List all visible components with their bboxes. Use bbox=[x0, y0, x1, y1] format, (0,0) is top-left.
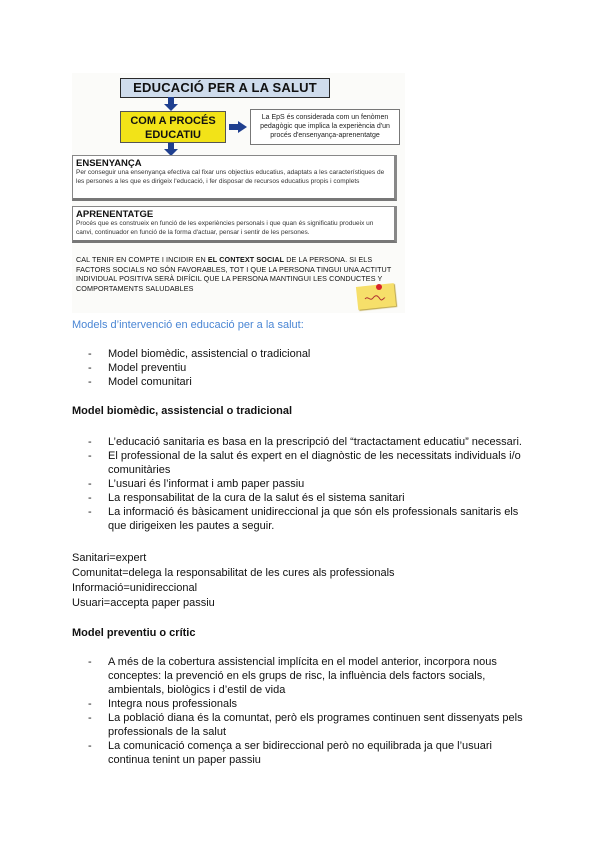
note-prefix: CAL TENIR EN COMPTE I INCIDIR EN bbox=[76, 255, 208, 264]
biomedic-list bbox=[88, 435, 533, 533]
ensenyanca-box bbox=[72, 155, 397, 201]
list-item: - La responsabilitat de la cura de la salut és el sistema sanitari bbox=[88, 491, 533, 505]
process-box bbox=[120, 111, 226, 143]
ensenyanca-title: ENSENYANÇA bbox=[76, 158, 142, 169]
aprenentatge-box bbox=[72, 206, 397, 243]
aprenentatge-title: APRENENTATGE bbox=[76, 209, 154, 220]
scribble-icon bbox=[364, 293, 386, 303]
ensenyanca-text: Per conseguir una ensenyança efectiva cal fixar uns objectius educatius, adaptats a les característiques de les persones a les que es dirigeix l'educació, i fer disposar de recursos educatius propis i complets bbox=[76, 169, 385, 185]
aprenentatge-text: Procés que es construeix en funció de les experiències personals i que quan és significatiu produeix un canvi, continuador en funció de la forma d'actuar, pensar i sentir de les persones. bbox=[76, 220, 374, 236]
list-item: - La població diana és la comuntat, però els programes continuen sent dissenyats pels professionals de la salut bbox=[88, 711, 533, 739]
process-line2: EDUCATIU bbox=[144, 129, 201, 141]
list-item: - La informació és bàsicament unidireccional ja que són els professionals sanitaris els que dirigeixen les pautes a seguir. bbox=[88, 505, 533, 533]
list-item: - Model biomèdic, assistencial o tradicional bbox=[88, 347, 533, 361]
list-item: - Model preventiu bbox=[88, 361, 533, 375]
list-item: - A més de la cobertura assistencial implícita en el model anterior, incorpora nous conceptes: la prevenció en els grups de risc, la influència dels factors socials, ambientals, biològics i d’estil de vida bbox=[88, 655, 533, 697]
note-rest: DE LA PERSONA. SI ELS FACTORS SOCIALS NO SÓN FAVORABLES, TOT I QUE LA PERSONA TINGUI UNA ACTITUT INDIVIDUAL POSITIVA SERÀ DIFÍCIL QUE LA PERSONA MANTINGUI LES CONDUCTES Y COMPORTAMENTS SALUDABLES bbox=[76, 255, 392, 293]
social-context-note bbox=[76, 255, 394, 293]
list-item: - El professional de la salut és expert en el diagnòstic de les necessitats individuals i/o comunitàries bbox=[88, 449, 533, 477]
list-item: - L’educació sanitaria es basa en la prescripció del “tractactament educatiu” necessari. bbox=[88, 435, 533, 449]
arrow-down-icon bbox=[164, 97, 178, 111]
arrow-right-icon bbox=[229, 121, 247, 133]
list-item: - Integra nous professionals bbox=[88, 697, 533, 711]
list-item: - Model comunitari bbox=[88, 375, 533, 389]
list-item: - L’usuari és l’informat i amb paper passiu bbox=[88, 477, 533, 491]
summary-line: Usuari=accepta paper passiu bbox=[72, 597, 215, 609]
list-item: - La comunicació comença a ser bidireccional però no equilibrada ja que l’usuari continua tenint un paper passiu bbox=[88, 739, 533, 767]
section-heading-biomedic: Model biomèdic, assistencial o tradicional bbox=[72, 405, 293, 417]
section-heading-preventiu: Model preventiu o crític bbox=[72, 627, 196, 639]
summary-line: Sanitari=expert bbox=[72, 552, 147, 564]
eps-diagram bbox=[72, 73, 405, 313]
note-bold: EL CONTEXT SOCIAL bbox=[207, 255, 285, 264]
pushpin-icon bbox=[376, 284, 382, 290]
summary-line: Informació=unidireccional bbox=[72, 582, 198, 594]
models-list bbox=[88, 347, 533, 389]
intro-text: Models d’intervenció en educació per a la salut: bbox=[72, 319, 304, 331]
preventiu-list bbox=[88, 655, 533, 767]
process-line1: COM A PROCÉS bbox=[130, 115, 216, 127]
summary-line: Comunitat=delega la responsabilitat de les cures als professionals bbox=[72, 567, 395, 579]
diagram-title: EDUCACIÓ PER A LA SALUT bbox=[120, 78, 330, 98]
process-description: La EpS és considerada com un fenòmen pedagògic que implica la experiència d'un procés d'ensenyança-aprenentatge bbox=[250, 109, 400, 145]
